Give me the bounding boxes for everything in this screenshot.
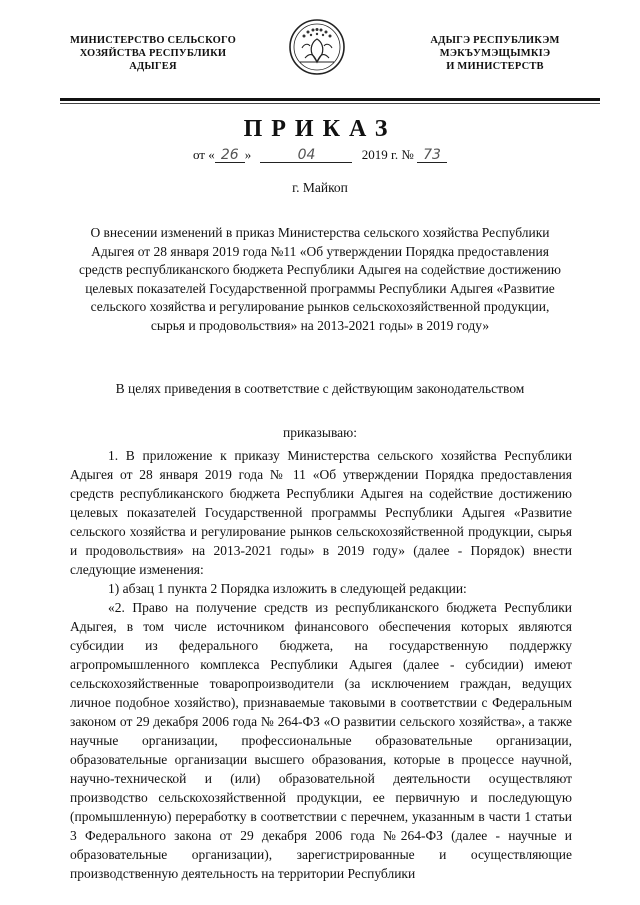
header-left-line-2: ХОЗЯЙСТВА РЕСПУБЛИКИ [79,48,227,59]
preamble-text: В целях приведения в соответствие с действующим законодательством [115,381,525,396]
date-year-label: 2019 г. № [361,147,414,162]
date-prefix: от « [192,147,215,162]
document-title: ПРИКАЗ [243,116,397,142]
header-right-line-2: МЭКЪУМЭЩЫМКІЭ [439,48,551,59]
body-paragraph-2: 1) абзац 1 пункта 2 Порядка изложить в следующей редакции: [108,581,467,596]
ministry-name-russian [58,34,248,73]
date-day-close: » [244,147,252,162]
header-right-line-3: И МИНИСТЕРСТВ [446,61,544,72]
header-right-line-1: АДЫГЭ РЕСПУБЛИКЭМ [430,35,560,46]
date-and-number-line [0,147,640,163]
date-day-field: 26 [215,148,245,163]
header-left-line-1: МИНИСТЕРСТВО СЕЛЬСКОГО [70,35,236,46]
order-word: приказываю: [283,425,357,440]
order-body [70,446,572,883]
date-month-field: 04 [260,148,352,163]
header-left-line-3: АДЫГЕЯ [129,61,177,72]
body-paragraph-1: 1. В приложение к приказу Министерства сельского хозяйства Республики Адыгея от 28 января 2019 года № 11 «Об утверждении Порядка предоставления средств республиканского бюджета Республики Адыгея на содействие достижению целевых показателей Государственной программы Республики Адыгея «Развитие сельского хозяйства и регулирование рынков сельскохозяйственной продукции, сырья и продовольствия» на 2013-2021 годы» в 2019 году» (далее - Порядок) внести следующие изменения: [70,448,572,577]
order-subject: О внесении изменений в приказ Министерства сельского хозяйства Республики Адыгея от 28 января 2019 года №11 «Об утверждении Порядка предоставления средств республиканского бюджета Республики Адыгея на содействие достижению целевых показателей Государственной программы Республики Адыгея «Развитие сельского хозяйства и регулирование рынков сельскохозяйственной продукции, сырья и продовольствия» на 2013-2021 годы» в 2019 году» [78,225,561,333]
issue-city: г. Майкоп [292,180,348,195]
body-paragraph-3: «2. Право на получение средств из республиканского бюджета Республики Адыгея, в том числе источником финансового обеспечения которых являются субсидии из федерального бюджета, на государственную поддержку агропромышленного комплекса Республики Адыгея (далее - субсидии) имеют сельскохозяйственные товаропроизводители (за исключением граждан, ведущих личное подобное хозяйство), признаваемые таковыми в соответствии с Федеральным законом от 29 декабря 2006 года № 264-ФЗ «О развитии сельского хозяйства», а также научные организации, профессиональные образовательные организации, образовательные организации высшего образования, которые в процессе научной, научно-технической и (или) образовательной деятельности осуществляют производство сельскохозяйственной продукции, ее первичную и последующую (промышленную) переработку в соответствии с перечнем, указанным в части 1 статьи 3 Федерального закона от 29 декабря 2006 года №264-ФЗ (далее - научные и образовательные организации), зарегистрированные и осуществляющие производственную деятельность на территории Республики [70,600,572,881]
header-divider-thin [60,103,600,104]
header-divider-thick [60,98,600,101]
coat-of-arms-emblem [288,18,346,76]
ministry-name-adyghe [400,34,590,73]
order-number-field: 73 [417,148,447,163]
